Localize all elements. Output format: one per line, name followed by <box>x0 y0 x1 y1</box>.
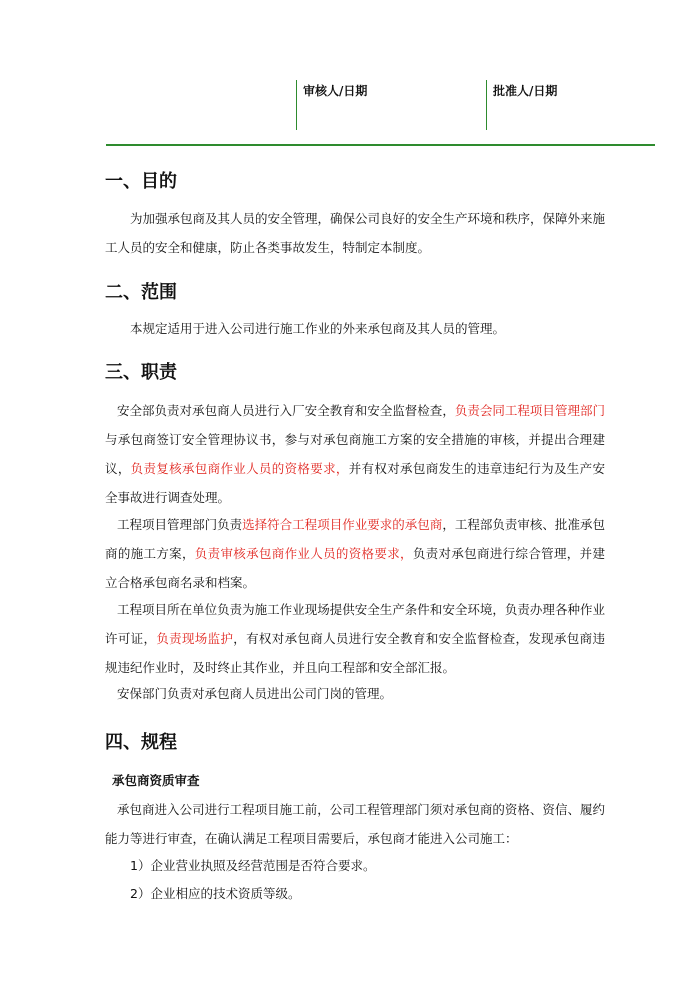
section-heading-procedures: 四、规程 <box>105 732 177 753</box>
qualification-paragraph: 承包商进入公司进行工程项目施工前，公司工程管理部门须对承包商的资格、资信、履约能力等进行审查，在确认满足工程项目需要后，承包商才能进入公司施工： <box>105 802 605 846</box>
responsibility-paragraph-site <box>105 595 605 682</box>
resp2-text-c: ，工程部负责审核、批准承包商的施工方案， <box>105 517 605 561</box>
resp1-text-a: 安全部负责对承包商人员进行入厂安全教育和安全监督检查， <box>117 403 455 418</box>
responsibility-paragraph-security: 安保部门负责对承包商人员进出公司门岗的管理。 <box>117 686 393 701</box>
resp3-highlight-monitor: 负责现场监护 <box>156 631 234 646</box>
resp2-highlight-review: 负责审核承包商作业人员的资格要求， <box>194 546 413 561</box>
reviewer-signature-cell <box>296 80 367 130</box>
responsibility-paragraph-safety <box>105 396 605 512</box>
resp3-text-c: ，有权对承包商人员进行安全教育和安全监督检查，发现承包商违规违纪作业时，及时终止其作业，并且向工程部和安全部汇报。 <box>105 631 605 675</box>
resp1-text-e: 并有权对承包商发生的违章违纪行为及生产安全事故进行调查处理。 <box>105 461 605 505</box>
reviewer-label: 审核人/日期 <box>303 84 368 98</box>
section-heading-purpose: 一、目的 <box>105 171 177 192</box>
scope-paragraph: 本规定适用于进入公司进行施工作业的外来承包商及其人员的管理。 <box>130 321 506 336</box>
approver-signature-cell <box>486 80 557 130</box>
list-item: 2）企业相应的技术资质等级。 <box>130 886 301 901</box>
purpose-paragraph: 为加强承包商及其人员的安全管理，确保公司良好的安全生产环境和秩序，保障外来施工人员的安全和健康，防止各类事故发生，特制定本制度。 <box>105 211 606 255</box>
resp1-highlight-cosign: 负责会同工程项目管理部门 <box>454 403 605 418</box>
resp3-text-a: 工程项目所在单位负责为施工作业现场提供安全生产条件和安全环境，负责办理各种作业许可证， <box>105 602 605 646</box>
section-heading-scope: 二、范围 <box>105 282 177 303</box>
resp2-text-e: 负责对承包商进行综合管理，并建立合格承包商名录和档案。 <box>105 546 605 590</box>
approver-label: 批准人/日期 <box>493 84 558 98</box>
responsibility-paragraph-project <box>105 510 605 597</box>
resp1-text-c: 与承包商签订安全管理协议书，参与对承包商施工方案的安全措施的审核，并提出合理建议， <box>105 432 605 476</box>
resp2-text-a: 工程项目管理部门负责 <box>117 517 243 532</box>
list-item: 1）企业营业执照及经营范围是否符合要求。 <box>130 858 376 873</box>
section-heading-responsibilities: 三、职责 <box>105 362 177 383</box>
header-divider <box>106 144 655 146</box>
resp1-highlight-verify: 负责复核承包商作业人员的资格要求， <box>130 461 349 476</box>
subheading-qualification-review: 承包商资质审查 <box>112 773 200 788</box>
resp2-highlight-select: 选择符合工程项目作业要求的承包商 <box>242 517 443 532</box>
